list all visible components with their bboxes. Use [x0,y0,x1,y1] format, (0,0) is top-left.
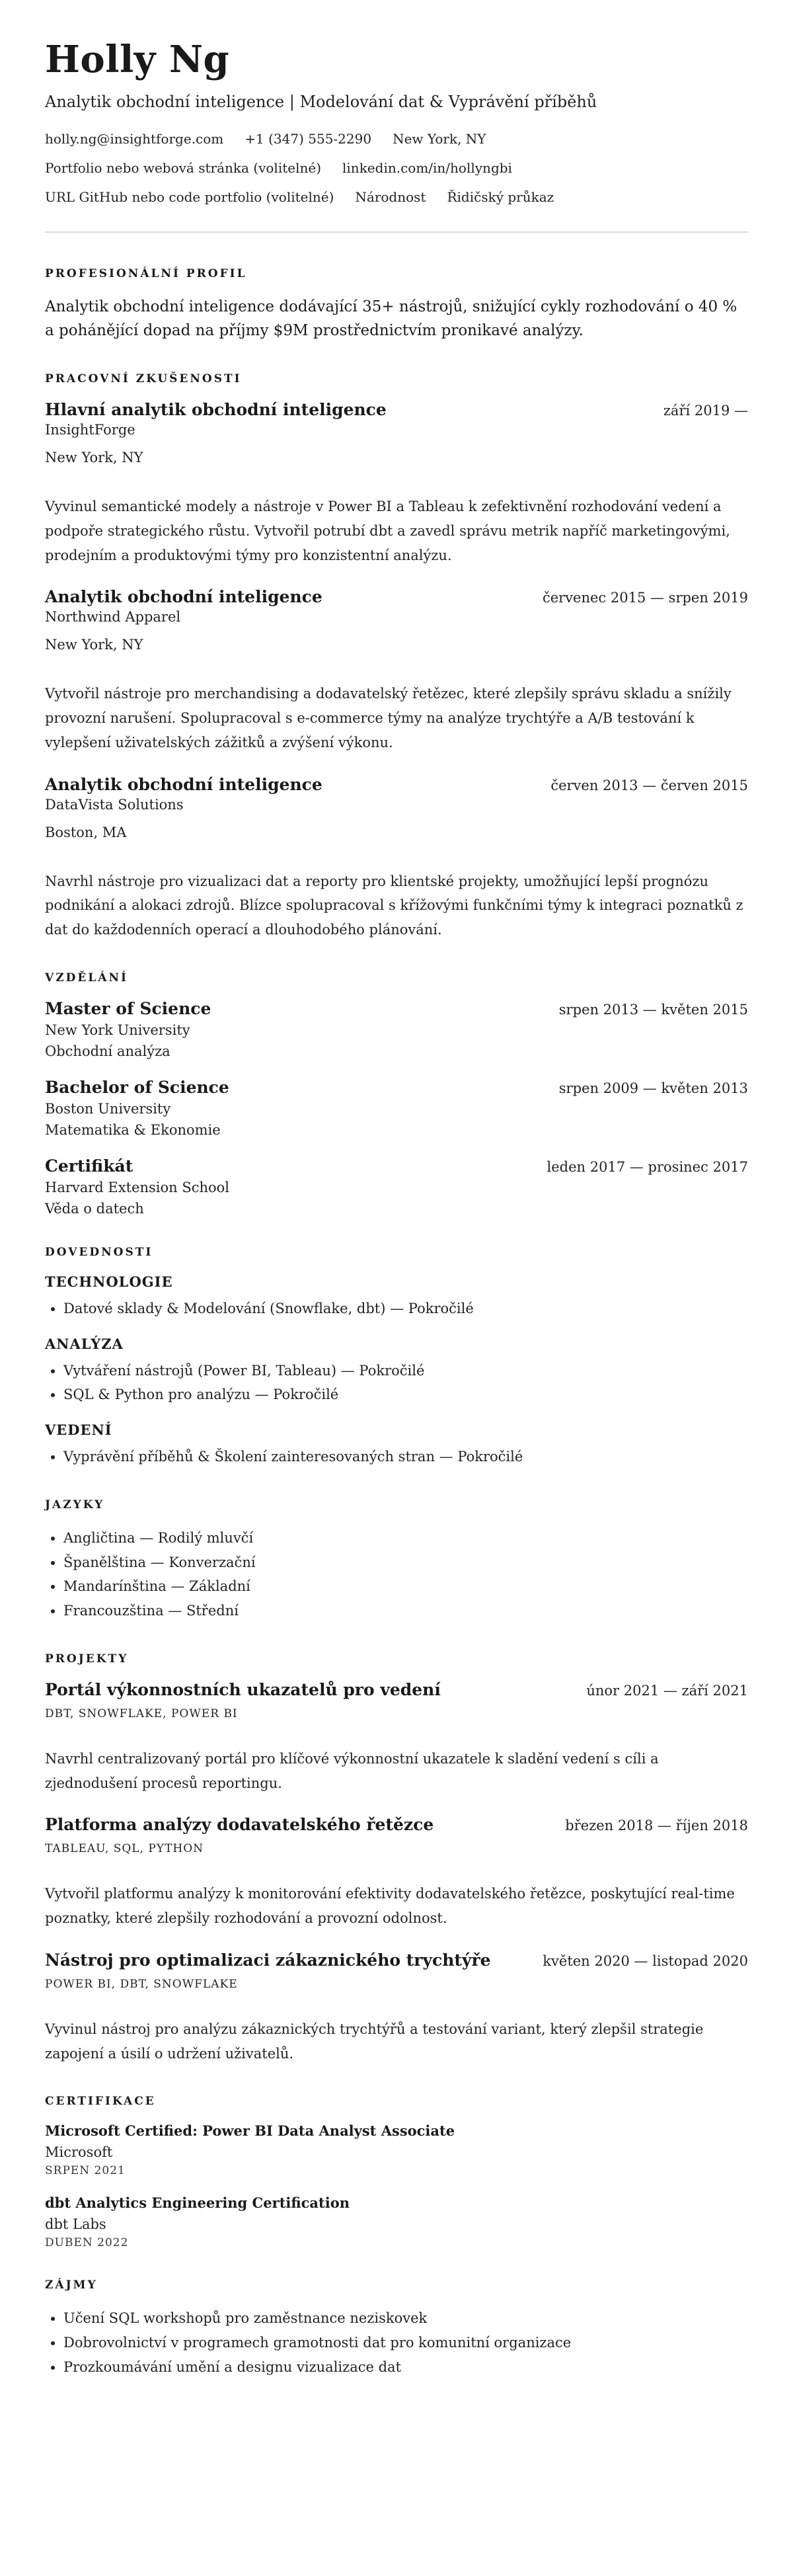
project-description: Vyvinul nástroj pro analýzu zákaznických trychtýřů a testování variant, který zlepšil strategie zapojení a úsilí o udržení uživatelů. [45,2021,704,2062]
section-title: DOVEDNOSTI [45,1245,153,1259]
contact-row-2 [45,160,748,176]
project-dates: květen 2020 — listopad 2020 [543,1952,748,1969]
experience-entry [45,587,748,754]
degree-dates: srpen 2013 — květen 2015 [558,1001,748,1018]
job-title: Hlavní analytik obchodní inteligence [45,400,387,420]
project-tech: TABLEAU, SQL, PYTHON [45,1842,204,1856]
skills-section [45,1246,748,1469]
contact-nationality: Národnost [355,188,426,205]
school-name: Harvard Extension School [45,1179,229,1195]
cert-name: dbt Analytics Engineering Certification [45,2194,350,2212]
project-dates: únor 2021 — září 2021 [586,1682,748,1699]
section-title: ZÁJMY [45,2278,98,2292]
job-company: DataVista Solutions [45,796,184,813]
certification-entry [45,2122,748,2177]
contact-email[interactable]: holly.ng@insightforge.com [45,130,224,147]
job-dates: září 2019 — [663,403,748,419]
degree-title: Bachelor of Science [45,1077,229,1097]
header-divider [45,231,748,233]
job-company: Northwind Apparel [45,609,181,625]
languages-section [45,1498,748,1623]
job-description: Vyvinul semantické modely a nástroje v Power BI a Tableau k zefektivnění rozhodování vedení a podpoře strategického růstu. Vytvořil potrubí dbt a zavedl správu metrik napříč marketingovými, prodejním a produktovými týmy pro konzistentní analýzu. [45,499,730,563]
degree-dates: leden 2017 — prosinec 2017 [547,1158,748,1175]
project-name: Portál výkonnostních ukazatelů pro vedení [45,1679,441,1699]
section-title: CERTIFIKACE [45,2095,156,2109]
cert-issuer: dbt Labs [45,2216,106,2233]
experience-entry [45,775,748,942]
project-description: Navrhl centralizovaný portál pro klíčové výkonnostní ukazatele k sladění vedení s cíli a zjednodušení procesů reportingu. [45,1750,659,1791]
cert-date: DUBEN 2022 [45,2236,129,2250]
study-field: Matematika & Ekonomie [45,1121,221,1138]
profile-summary: Analytik obchodní inteligence dodávající 35+ nástrojů, snižující cykly rozhodování o 40 % a pohánějící dopad na příjmy $9M prostřednictvím pronikavé analýzy. [45,298,737,340]
project-entry [45,1815,748,1931]
skill-group-title: TECHNOLOGIE [45,1273,173,1290]
contact-row-3 [45,189,748,205]
contact-phone[interactable]: +1 (347) 555-2290 [245,130,372,147]
degree-title: Master of Science [45,998,211,1018]
job-company: InsightForge [45,422,135,438]
section-title: PRACOVNÍ ZKUŠENOSTI [45,372,242,386]
project-tech: DBT, SNOWFLAKE, POWER BI [45,1707,238,1720]
school-name: Boston University [45,1100,171,1117]
education-entry [45,1156,748,1217]
project-tech: POWER BI, DBT, SNOWFLAKE [45,1977,238,1991]
section-title: VZDĚLÁNÍ [45,971,128,985]
profile-section [45,267,748,344]
resume-header [45,40,748,205]
skill-group-title: ANALÝZA [45,1335,124,1352]
skill-group-title: VEDENÍ [45,1422,112,1439]
project-name: Platforma analýzy dodavatelského řetězce [45,1815,434,1835]
education-section [45,971,748,1217]
cert-issuer: Microsoft [45,2144,113,2161]
interest-item: • Dobrovolnictví v programech gramotnosti dat pro komunitní organizace [63,2331,748,2355]
job-location: New York, NY [45,637,143,653]
section-title: PROJEKTY [45,1652,129,1666]
job-title: Analytik obchodní inteligence [45,774,322,794]
candidate-name: Holly Ng [45,38,230,81]
project-dates: březen 2018 — říjen 2018 [565,1818,748,1834]
contact-license: Řidičský průkaz [447,188,554,205]
job-dates: červenec 2015 — srpen 2019 [542,590,748,606]
section-title: JAZYKY [45,1498,105,1511]
interest-item: • Učení SQL workshopů pro zaměstnance neziskovek [63,2306,748,2331]
skill-item: • Vytváření nástrojů (Power BI, Tableau) — Pokročilé [63,1359,748,1383]
school-name: New York University [45,1022,190,1038]
language-item: • Mandarínština — Základní [63,1574,748,1599]
job-location: Boston, MA [45,824,127,840]
project-entry [45,1951,748,2066]
education-entry [45,1078,748,1138]
job-dates: červen 2013 — červen 2015 [550,777,748,793]
skill-item: • Datové sklady & Modelování (Snowflake, dbt) — Pokročilé [63,1297,748,1321]
language-item: • Angličtina — Rodilý mluvčí [63,1526,748,1550]
study-field: Věda o datech [45,1200,144,1217]
skill-item: • Vyprávění příběhů & Školení zainteresovaných stran — Pokročilé [63,1445,748,1469]
interest-item: • Prozkoumávání umění a designu vizualizace dat [63,2355,748,2380]
education-entry [45,999,748,1059]
contact-row-1 [45,131,748,147]
project-name: Nástroj pro optimalizaci zákaznického trychtýře [45,1950,491,1970]
skill-item: • SQL & Python pro analýzu — Pokročilé [63,1383,748,1407]
certification-entry [45,2194,748,2249]
cert-date: SRPEN 2021 [45,2164,126,2178]
projects-section [45,1652,748,2066]
project-description: Vytvořil platformu analýzy k monitorování efektivity dodavatelského řetězce, poskytující real-time poznatky, které zlepšily rozhodování a provozní odolnost. [45,1886,735,1927]
job-description: Vytvořil nástroje pro merchandising a dodavatelský řetězec, které zlepšily správu skladu a snížily provozní narušení. Spolupracoval s e-commerce týmy na analýze trychtýře a A/B testování k vylepšení uživatelských zážitků a zvýšení výkonu. [45,686,732,750]
contact-location: New York, NY [393,130,486,147]
interests-section [45,2278,748,2379]
degree-title: Certifikát [45,1156,133,1176]
cert-name: Microsoft Certified: Power BI Data Analyst Associate [45,2122,455,2140]
language-item: • Francouzština — Střední [63,1599,748,1623]
contact-github[interactable]: URL GitHub nebo code portfolio (volitelné) [45,188,334,205]
job-description: Navrhl nástroje pro vizualizaci dat a reporty pro klientské projekty, umožňující lepší prognózu podnikání a alokaci zdrojů. Blízce spolupracoval s křížovými funkčními týmy k integraci poznatků z dat do každodenních operací a dlouhodobého plánování. [45,873,743,938]
section-title: PROFESIONÁLNÍ PROFIL [45,266,247,280]
contact-linkedin[interactable]: linkedin.com/in/hollyngbi [342,159,512,176]
skill-group [45,1336,748,1408]
degree-dates: srpen 2009 — květen 2013 [558,1080,748,1096]
contact-portfolio[interactable]: Portfolio nebo webová stránka (volitelné) [45,159,322,176]
experience-entry [45,400,748,567]
certifications-section [45,2095,748,2249]
candidate-headline: Analytik obchodní inteligence | Modelování dat & Vyprávění příběhů [45,92,597,111]
language-item: • Španělština — Konverzační [63,1550,748,1575]
experience-section [45,372,748,942]
skill-group [45,1422,748,1469]
study-field: Obchodní analýza [45,1043,170,1059]
job-location: New York, NY [45,450,143,466]
skill-group [45,1273,748,1321]
project-entry [45,1680,748,1796]
job-title: Analytik obchodní inteligence [45,587,322,607]
